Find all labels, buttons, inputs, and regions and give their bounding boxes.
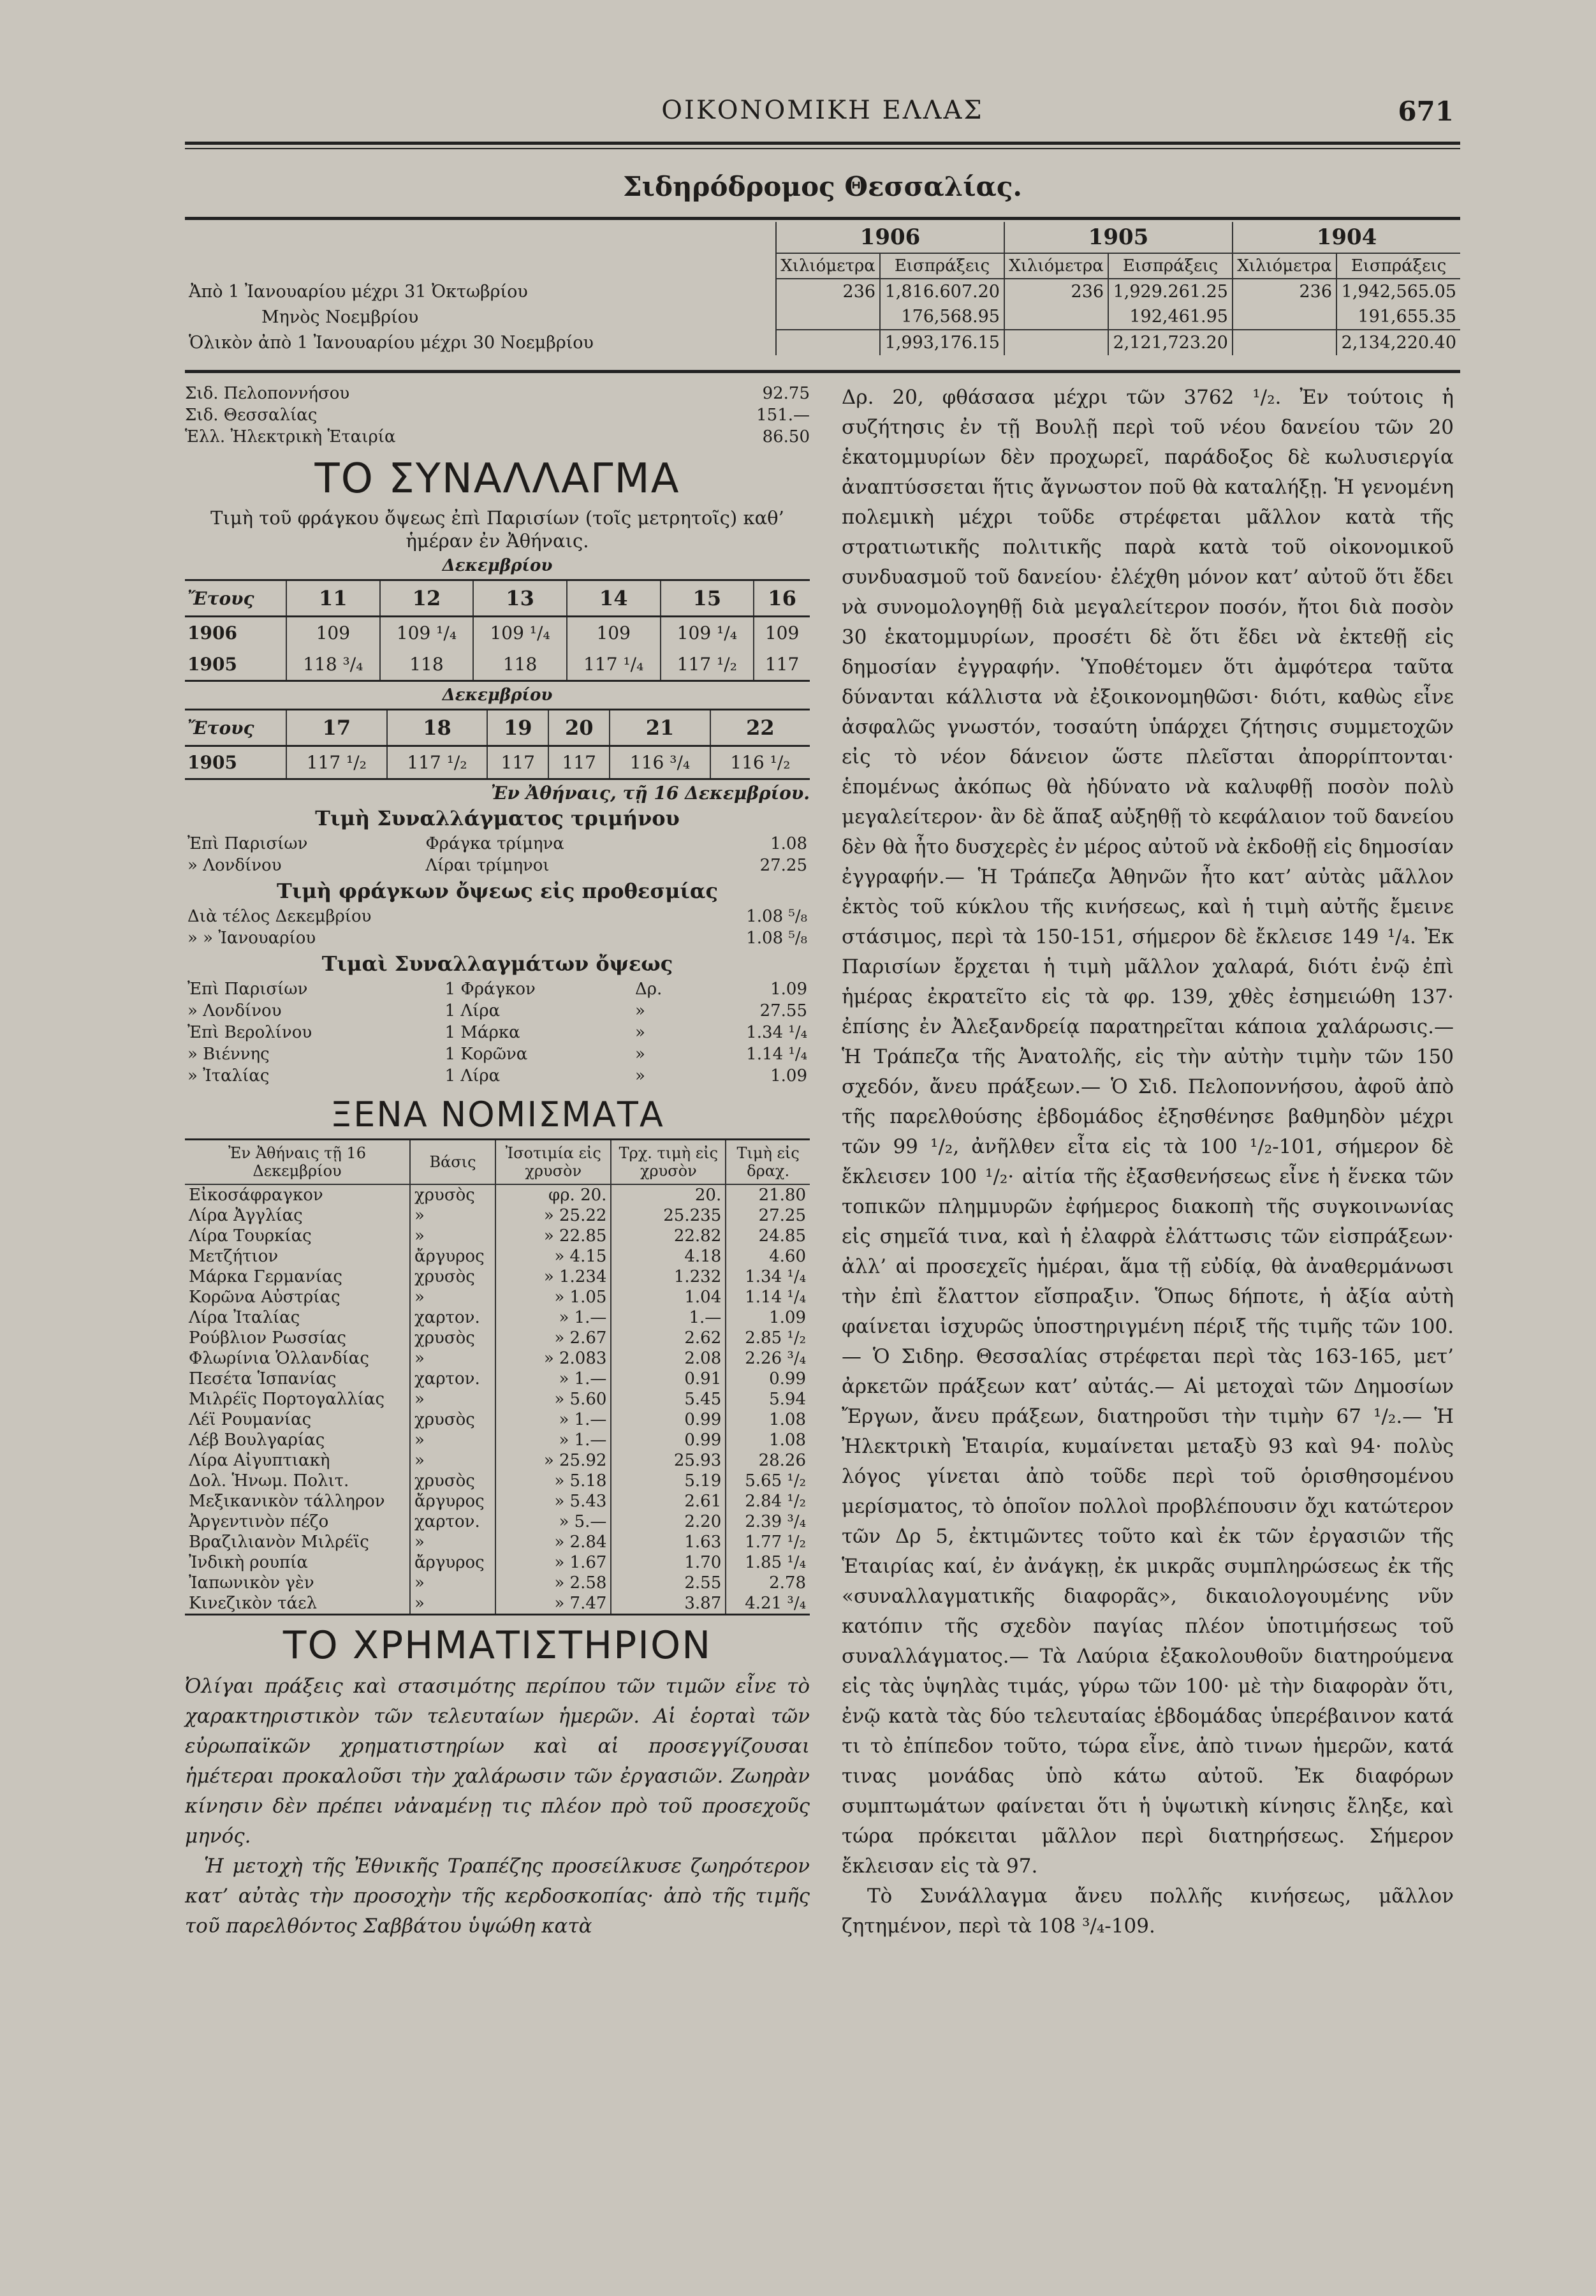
table-row: Ἰαπωνικὸν γὲν » » 2.58 2.55 2.78 [185,1573,810,1593]
month-label: Δεκεμβρίου [442,556,553,575]
month-label: Δεκεμβρίου [442,686,553,705]
railway-year: 1906 [776,222,1004,253]
table-row: Κινεζικὸν τάελ » » 7.47 3.87 4.21 ³/₄ [185,1593,810,1615]
page-number: 671 [1398,96,1454,127]
stock-prices-list [185,383,810,448]
table-row: Λίρα Τουρκίας » » 22.85 22.82 24.85 [185,1226,810,1246]
col-km: Χιλιόμετρα [1233,253,1336,279]
list-item: » Βιέννης 1 Κορῶνα » 1.14 ¹/₄ [187,1045,807,1064]
table-row: Ἀπὸ 1 Ἰανουαρίου μέχρι 31 Ὀκτωβρίου 236 1,816.607.20 236 1,929.261.25 236 1,942,565.05 [185,279,1460,304]
table-row: Λέβ Βουλγαρίας » » 1.— 0.99 1.08 [185,1430,810,1450]
table-row: Λέϊ Ρουμανίας χρυσὸς » 1.— 0.99 1.08 [185,1409,810,1430]
list-item: Σιδ. Θεσσαλίας 151.— [185,406,810,425]
bourse-paragraph: Δρ. 20, φθάσασα μέχρι τῶν 3762 ¹/₂. Ἐν τούτοις ἡ συζήτησις ἐν τῇ Βουλῇ περὶ τοῦ νέου δανείου τῶν 20 ἑκατομμυρίων δὲν προχωρεῖ, παράδοξος δὲ κωλυσιεργία ἀναπτύσσεται ἥτις ἄγνωστον ποῦ θὰ καταλήξῃ. Ἡ γενομένη πολεμικὴ μέχρι τοῦδε στρέφεται μᾶλλον κατὰ τῆς στρατιωτικῆς πολιτικῆς παρὰ κατὰ τοῦ οἰκονομικοῦ συνδυασμοῦ τοῦ δανείου· ἐλέχθη μόνον κατ’ αὐτοῦ ὅτι ἔδει νὰ συνομολογηθῇ διὰ μεγαλείτερον ποσόν, ἤτοι διὰ ποσὸν 30 ἑκατομμυρίων, προσέτι δὲ ὅτι ἔδει νὰ ἐκτεθῇ εἰς δημοσίαν ἐγγραφήν. Ὑποθέτομεν ὅτι ἀμφότερα ταῦτα δύνανται κάλλιστα νὰ ἐξοικονομηθῶσι· διότι, καθὼς εἶνε ἀσφαλῶς γνωστόν, τοσαύτη ὑπάρχει ζήτησις συμμετοχῶν εἰς τὸ νέον δάνειον ὥστε πλεῖσται ἀπορρίπτονται· ἑπομένως ἀκόπως θὰ ἠδύνατο νὰ καλυφθῇ ποσὸν πολὺ μεγαλείτερον· ἂν δὲ ἅπαξ αὐξηθῇ τὸ κεφάλαιον τοῦ δανείου δὲν θὰ ἦτο δυσχερὲς ἐν μέρος αὐτοῦ νὰ ἐκδοθῇ εἰς δημοσίαν ἐγγραφήν.— Ἡ Τράπεζα Ἀθηνῶν ἦτο κατ’ αὐτὰς μᾶλλον ἐκτὸς τοῦ κύκλου τῆς κινήσεως, καὶ ἡ τιμὴ αὐτῆς ἔμεινε στάσιμος, περὶ τὰ 150-151, σήμερον δὲ ἔκλεισε 149 ¹/₄. Ἐκ Παρισίων ἔρχεται ἡ τιμὴ μᾶλλον χαλαρά, διότι ἐνῷ ἐπὶ ἡμέρας ἐκρατεῖτο εἰς τὰ φρ. 139, χθὲς ἐσημειώθη 137· ἐπίσης ἐν Ἀλεξανδρείᾳ παρατηρεῖται κάποια χαλάρωσις.— Ἡ Τράπεζα τῆς Ἀνατολῆς, εἰς τὴν αὐτὴν τιμὴν τῶν 150 σχεδόν, ἄνευ πράξεων.— Ὁ Σιδ. Πελοποννήσου, ἀφοῦ ἀπὸ τῆς παρελθούσης ἑβδομάδος ἐξησθένησε βαθμηδὸν μέχρι τῶν 99 ¹/₂, ἀνῆλθεν εἶτα εἰς τὰ 100 ¹/₂-101, σήμερον δὲ ἔκλεισεν 100 ¹/₂· αἰτία τῆς ἐξασθενήσεως εἶνε ἡ ἕνεκα τῶν τοπικῶν πλημμυρῶν ἐφήμερος διακοπὴ τῆς συγκοινωνίας εἰς σημεῖά τινα, καὶ ἡ ἐλαφρὰ ἐλάττωσις τῶν εἰσπράξεων· ἀλλ’ αἱ προσεχεῖς ἡμέραι, ἅμα τῇ εὐδίᾳ, θὰ ἀναθερμάνωσι τὴν ἐπὶ ἔλαττον εἴσπραξιν. Ὅπως δήποτε, ἡ ἀξία αὐτὴ φαίνεται ἰσχυρῶς ὑποστηριγμένη πέριξ τῆς τιμῆς τῶν 100.— Ὁ Σιδηρ. Θεσσαλίας στρέφεται περὶ τὰς 163-165, μετ’ ἀρκετῶν πράξεων κατ’ αὐτάς.— Αἱ μετοχαὶ τῶν Δημοσίων Ἔργων, ἄνευ πράξεων, διατηροῦσι τὴν τιμὴν 67 ¹/₂.— Ἡ Ἠλεκτρικὴ Ἑταιρία, κυμαίνεται μεταξὺ 93 καὶ 94· πολὺς λόγος γίνεται ἀπὸ τοῦδε περὶ τοῦ ὁρισθησομένου μερίσματος, τὸ ὁποῖον πολλοὶ προβλέπουσιν ὄχι κατώτερον τῶν Δρ 5, ἐκτιμῶντες τοῦτο καὶ ἐκ τῶν ἐργασιῶν τῆς Ἑταιρίας καί, ἐν ἀνάγκῃ, ἐκ μικρᾶς συμπληρώσεως ἐκ τῆς «συναλλαγματικῆς διαφορᾶς», δικαιολογουμένης νῦν κατόπιν τῆς σχεδὸν παγίας πλέον ὑποτιμήσεως τοῦ συναλλάγματος.— Τὰ Λαύρια ἐξακολουθοῦν διατηρούμενα εἰς τὰς ὑψηλὰς τιμάς, γύρω τῶν 100· μὲ τὴν διαφορὰν ὅτι, ἐνῷ κατὰ τὰς δύο τελευταίας ἑβδομάδας ὑπερέβαινον κατά τι τὸ ἐπίπεδον τοῦτο, τώρα εἶνε, ἀπὸ τινων ἡμερῶν, κατά τινας μονάδας ὑπὸ κάτω αὐτοῦ. Ἐκ διαφόρων συμπτωμάτων φαίνεται ὅτι ἡ ὑψωτικὴ κίνησις ἔληξε, καὶ τώρα πρόκειται μᾶλλον περὶ διατηρήσεως. Σήμερον ἔκλεισαν εἰς τὰ 97. [842,386,1454,1878]
list-item: Ἑλλ. Ἠλεκτρικὴ Ἑταιρία 86.50 [185,427,810,446]
exchange-heading: ΤΟ ΣΥΝΑΛΛΑΓΜΑ [314,455,680,503]
table-row: Βραζιλιανὸν Μιλρέϊς » » 2.84 1.63 1.77 ¹/₂ [185,1532,810,1552]
bourse-heading: ΤΟ ΧΡΗΜΑΤΙΣΤΗΡΙΟΝ [282,1623,712,1668]
page-header [191,96,1454,134]
railway-bottom-rule [185,370,1460,373]
table-row: Λίρα Ἰταλίας χαρτον. » 1.— 1.— 1.09 [185,1307,810,1328]
sight-list [185,978,810,1087]
col-revenue: Εισπράξεις [1336,253,1460,279]
col-revenue: Εισπράξεις [1108,253,1233,279]
railway-year: 1904 [1233,222,1460,253]
bourse-paragraph: Ἡ μετοχὴ τῆς Ἐθνικῆς Τραπέζης προσείλκυσε ζωηρότερον κατ’ αὐτὰς τὴν προσοχὴν τῆς κερδοσκοπίας· ἀπὸ τῆς τιμῆς τοῦ παρελθόντος Σαββάτου ὑψώθη κατὰ [185,1855,810,1938]
list-item: Ἐπὶ Παρισίων Φράγκα τρίμηνα 1.08 [187,834,807,853]
col-km: Χιλιόμετρα [1004,253,1108,279]
list-item: Ἐπὶ Παρισίων 1 Φράγκον Δρ. 1.09 [187,980,807,999]
table-row: Μάρκα Γερμανίας χρυσὸς » 1.234 1.232 1.34 ¹/₄ [185,1267,810,1287]
forward-title: Τιμὴ φράγκων ὄψεως εἰς προθεσμίας [277,879,718,903]
table-row: 1906 109 109 ¹/₄ 109 ¹/₄ 109 109 ¹/₄ 109 [185,617,810,649]
railway-top-rule [185,217,1460,220]
journal-title: ΟΙΚΟΝΟΜΙΚΗ ΕΛΛΑΣ [661,96,984,125]
three-month-list [185,833,810,876]
col-revenue: Εισπράξεις [880,253,1004,279]
list-item: » » Ἰανουαρίου 1.08 ⁵/₈ [187,929,807,948]
table-row: Ἀργεντινὸν πέζο χαρτον. » 5.— 2.20 2.39 ³/₄ [185,1512,810,1532]
foreign-heading: ΞΕΝΑ ΝΟΜΙΣΜΑΤΑ [330,1094,664,1135]
table-row: Ρούβλιον Ρωσσίας χρυσὸς » 2.67 2.62 2.85 ¹/₂ [185,1328,810,1348]
table-row: Κορῶνα Αὐστρίας » » 1.05 1.04 1.14 ¹/₄ [185,1287,810,1307]
header-rule-thin [185,148,1460,149]
header-rule [185,142,1460,145]
left-column [185,383,810,1941]
railway-year: 1905 [1004,222,1233,253]
railway-revenue-table [185,222,1460,355]
table-row: 1905 117 ¹/₂ 117 ¹/₂ 117 117 116 ³/₄ 116 ¹/₂ [185,746,810,779]
foreign-currency-rows [185,1184,810,1615]
exchange-daily-table-2: Ἔτους 17 18 19 20 21 22 1905 117 ¹/₂ 117 ¹/₂ 117 117 116 ³/₄ 116 ¹/₂ [185,709,810,780]
railway-title: Σιδηρόδρομος Θεσσαλίας. [622,171,1023,202]
forward-list [185,906,810,949]
bourse-paragraph: Ὀλίγαι πράξεις καὶ στασιμότης περίπου τῶν τιμῶν εἶνε τὸ χαρακτηριστικὸν τῶν τελευταίων ἡμερῶν. Αἱ ἑορταὶ τῶν εὐρωπαϊκῶν χρηματιστηρίων καὶ αἱ προσεγγίζουσαι ἡμέτεραι προκαλοῦσι τὴν χαλάρωσιν τῶν ἐργασιῶν. Ζωηρὰν κίνησιν δὲν πρέπει νἀναμένῃ τις πλέον πρὸ τοῦ προσεχοῦς μηνός. [185,1675,810,1848]
foreign-currency-table: Ἐν Ἀθήναις τῇ 16 Δεκεμβρίου Βάσις Ἰσοτιμία εἰς χρυσὸν Τρχ. τιμὴ εἰς χρυσὸν Τιμὴ εἰς δραχ. Εἰκοσάφραγκον χρυσὸς φρ. 20. 20. 21.80 Λίρα Ἀγγλίας » » 25.22 25.235 27.25 Λίρα Τουρκίας » » 22.85 22.82 24.85 Μετζήτιον ἄργυρος » 4.15 4.18 4.60 Μάρκα Γερμανίας χρυσὸς » 1.234 1.232 1.34 ¹/₄ Κορῶνα Αὐστρίας » » 1.05 1.04 1.14 ¹/₄ Λίρα Ἰταλίας χαρτον. » 1.— 1.— 1.09 Ρούβλιον Ρωσσίας χρυσὸς » 2.67 2.62 2.85 ¹/₂ Φλωρίνια Ὁλλανδίας » » 2.083 2.08 2.26 ³/₄ Πεσέτα Ἱσπανίας χαρτον. » 1.— 0.91 0.99 Μιλρέϊς Πορτογαλλίας » » 5.60 5.45 5.94 Λέϊ Ρουμανίας χρυσὸς » 1.— 0.99 1.08 Λέβ Βουλγαρίας » » 1.— 0.99 1.08 Λίρα Αἰγυπτιακὴ » » 25.92 25.93 28.26 Δολ. Ἡνωμ. Πολιτ. χρυσὸς » 5.18 5.19 5.65 ¹/₂ Μεξικανικὸν τάλληρον ἄργυρος » 5.43 2.61 2.84 ¹/₂ Ἀργεντινὸν πέζο χαρτον. » 5.— 2.20 2.39 ³/₄ Βραζιλιανὸν Μιλρέϊς » » 2.84 1.63 1.77 ¹/₂ Ἰνδικὴ ρουπία ἄργυρος » 1.67 1.70 1.85 ¹/₄ Ἰαπωνικὸν γὲν » » 2.58 2.55 2.78 Κινεζικὸν τάελ » » 7.47 3.87 4.21 ³/₄ [185,1138,810,1615]
table-row: Λίρα Ἀγγλίας » » 25.22 25.235 27.25 [185,1205,810,1226]
table-row: Λίρα Αἰγυπτιακὴ » » 25.92 25.93 28.26 [185,1450,810,1471]
sight-title: Τιμαὶ Συναλλαγμάτων ὄψεως [321,952,673,976]
list-item: Ἐπὶ Βερολίνου 1 Μάρκα » 1.34 ¹/₄ [187,1023,807,1042]
table-row: Μηνὸς Νοεμβρίου 176,568.95 192,461.95 191,655.35 [185,304,1460,330]
table-row: Ὁλικὸν ἀπὸ 1 Ἰανουαρίου μέχρι 30 Νοεμβρίου 1,993,176.15 2,121,723.20 2,134,220.40 [185,330,1460,355]
bourse-paragraph: Τὸ Συνάλλαγμα ἄνευ πολλῆς κινήσεως, μᾶλλον ζητημένον, περὶ τὰ 108 ³/₄-109. [842,1885,1454,1938]
list-item: » Λονδίνου 1 Λίρα » 27.55 [187,1001,807,1020]
list-item: Σιδ. Πελοποννήσου 92.75 [185,384,810,403]
table-row: Μιλρέϊς Πορτογαλλίας » » 5.60 5.45 5.94 [185,1389,810,1409]
exchange-daily-table-1: Ἔτους 11 12 13 14 15 16 1906 109 109 ¹/₄ 109 ¹/₄ 109 109 ¹/₄ 109 1905 118 ³/₄ 118 118 117 ¹/₄ 117 ¹/₂ 117 [185,579,810,682]
exchange-subtitle: Τιμὴ τοῦ φράγκου ὄψεως ἐπὶ Παρισίων (τοῖς μετρητοῖς) καθ’ ἡμέραν ἐν Ἀθήναις. [210,507,784,552]
right-column [842,383,1454,1941]
table-row: 1905 118 ³/₄ 118 118 117 ¹/₄ 117 ¹/₂ 117 [185,649,810,681]
table-row: Ἰνδικὴ ρουπία ἄργυρος » 1.67 1.70 1.85 ¹/₄ [185,1552,810,1573]
table-row: Εἰκοσάφραγκον χρυσὸς φρ. 20. 20. 21.80 [185,1184,810,1205]
date-line: Ἐν Ἀθήναις, τῇ 16 Δεκεμβρίου. [490,783,810,804]
table-row: Φλωρίνια Ὁλλανδίας » » 2.083 2.08 2.26 ³/₄ [185,1348,810,1369]
three-month-title: Τιμὴ Συναλλάγματος τριμήνου [315,806,680,830]
list-item: Διὰ τέλος Δεκεμβρίου 1.08 ⁵/₈ [187,907,807,926]
table-row: Μεξικανικὸν τάλληρον ἄργυρος » 5.43 2.61 2.84 ¹/₂ [185,1491,810,1512]
table-row: Μετζήτιον ἄργυρος » 4.15 4.18 4.60 [185,1246,810,1267]
list-item: » Λονδίνου Λίραι τρίμηνοι 27.25 [187,856,807,875]
list-item: » Ἰταλίας 1 Λίρα » 1.09 [187,1066,807,1085]
col-km: Χιλιόμετρα [776,253,880,279]
table-row: Πεσέτα Ἱσπανίας χαρτον. » 1.— 0.91 0.99 [185,1369,810,1389]
table-row: Δολ. Ἡνωμ. Πολιτ. χρυσὸς » 5.18 5.19 5.65 ¹/₂ [185,1471,810,1491]
